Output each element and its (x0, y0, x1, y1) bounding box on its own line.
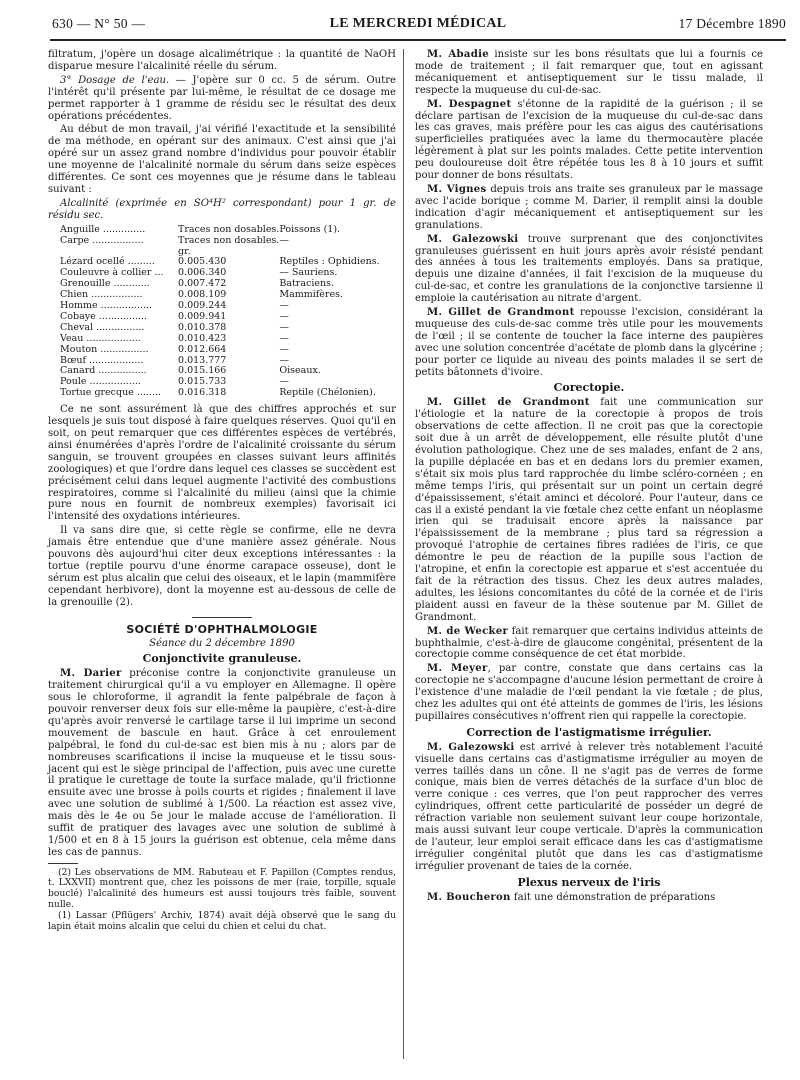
alkalinity-value: 0.007.472 (178, 278, 227, 290)
paragraph-text: préconise contre la conjonctivite granuleuse un traitement chirurgical qu'il a vu employer en Allemagne. Il opère sous le chloroforme, il agrandit la fente palpébrale de façon à pouvoir renverser deux fois sur elle-même la paupière, c'est-à-dire qu'après avoir renversé le cartilage tarse il lui imprime un second mouvement de bascule en haut. Grâce à cet enroulement palpébral, le fond du cul-de-sac est bien mis à nu ; alors par de nombreuses scarifications il incise la muqueuse et le tissu sous-jacent qui est le siège principal de l'affection, puis avec une curette il pratique le curettage de toute la surface malade, qu'il frictionne ensuite avec une brosse à poils courts et rigides ; finalement il lave avec une solution de sublimé à 1/500. La réaction est assez vive, mais dès le 4e ou 5e jour le malade accuse de l'amélioration. Il suffit de pratiquer des lavages avec une solution de sublimé à 1/500 et en 8 à 15 jours la guérison est obtenue, cela même dans les cas de pannus. (48, 668, 396, 858)
paragraph: Il va sans dire que, si cette règle se confirme, elle ne devra jamais être entendue que d'une manière assez générale. Nous pouvons dès aujourd'hui citer deux exceptions intéressantes : la tortue (reptile pourvu d'une énorme carapace osseuse), dont le sérum est plus alcalin que celui des oiseaux, et le lapin (mammifère cependant herbivore), dont la moyenne est au-dessous de celle de la grenouille (2). (48, 525, 396, 608)
animal-name: Carpe ................. (60, 234, 144, 246)
animal-name: Bœuf .................. (60, 354, 144, 366)
table-row (60, 236, 380, 247)
alkalinity-value: Traces non dosables. (178, 223, 280, 235)
class-note: — (279, 332, 289, 344)
paragraph-text: — J'opère sur 0 cc. 5 de sérum. Outre l'intérêt qu'il présente par lui-même, le résultat de ce dosage me permet rapporter à 1 gramme de résidu sec le résultat des deux opérations précédentes. (48, 74, 396, 122)
footnote-divider (48, 863, 78, 864)
paragraph (48, 75, 396, 123)
paragraph (415, 99, 763, 182)
class-note: — (279, 321, 289, 333)
subsection-heading: Correction de l'astigmatisme irrégulier. (466, 725, 712, 739)
paragraph (415, 184, 763, 232)
paragraph (415, 892, 763, 904)
speaker-name: M. Boucheron (427, 891, 511, 903)
class-note: Batraciens. (279, 278, 335, 290)
alkalinity-value: 0.009.941 (178, 310, 227, 322)
paragraph-text: insiste sur les bons résultats que lui a fournis ce mode de traitement ; il fait remarquer que, tout en agissant mécaniquement et antiseptiquement sur le tissu malade, il respecte la muqueuse du cul-de-sac. (415, 49, 763, 96)
right-column (415, 49, 763, 906)
class-note: — (279, 300, 289, 312)
paragraph-text: fait une communication sur l'étiologie et la nature de la corectopie à propos de trois observations de cette affection. Il ne croit pas que la corectopie soit due à un arrêt de développement, elle résulte plutôt d'une évolution pathologique. Chez une de ses malades, enfant de 2 ans, la pupille déplacée en bas et en dedans lors du premier examen, s'était six mois plus tard rapprochée du limbe scléro-cornéen ; en même temps l'iris, qui présentait sur un point un certain degré d'épaississement, s'était aminci et décoloré. Pour l'auteur, dans ce cas il a existé pendant la vie fœtale chez cette enfant un néoplasme irien qui se traduisait encore après la naissance par l'épaississement de la membrane ; plus tard sa régression a provoqué l'atrophie de certaines fibres radiées de l'iris, ce que démontre le peu de réaction de la pupille sous l'action de l'atropine, et enfin la corectopie est apparue et s'est accentuée du fait de la rétraction des tissus. Chez les deux autres malades, adultes, les lésions concomitantes du côté de la cornée et de l'iris plaident aussi en faveur de la thèse soutenue par M. Gillet de Grandmont. (415, 397, 763, 623)
animal-name: Cobaye ................ (60, 310, 148, 322)
animal-name: Couleuvre à collier ... (60, 267, 164, 279)
footnote: (2) Les observations de MM. Rabuteau et F. Papillon (Comptes rendus, t. LXXVII) montrent que, chez les poissons de mer (raie, torpille, squale bouclé) l'alcalinité des humeurs est aussi toujours très faible, souvent nulle. (48, 866, 396, 910)
animal-name: Mouton ................ (60, 343, 149, 355)
animal-name: Poule ................. (60, 376, 141, 388)
speaker-name: M. de Wecker (427, 625, 509, 637)
class-note: — (279, 234, 289, 246)
paragraph-text: repousse l'excision, considérant la muqueuse des culs-de-sac comme très utile pour les mouvements de l'œil ; il se contente de toucher la face interne des paupières avec une solution concentrée d'acétate de plomb dans la glycérine ; pour porter ce liquide au niveau des points malades il se sert de petits bâtonnets d'ivoire. (415, 307, 764, 378)
page-number: 630 — N° 50 — (52, 16, 146, 31)
subsection-heading: Plexus nerveux de l'iris (517, 875, 661, 889)
speaker-name: M. Abadie (427, 49, 489, 60)
paragraph (48, 668, 396, 859)
paragraph (415, 626, 763, 662)
section-divider (192, 617, 252, 618)
speaker-name: M. Gillet de Grandmont (427, 397, 590, 409)
table-row (60, 345, 380, 356)
table-caption: Alcalinité (exprimée en SO⁴H² correspondant) pour 1 gr. de résidu sec. (48, 197, 396, 221)
animal-name: Anguille .............. (60, 223, 146, 235)
speaker-name: M. Meyer (427, 663, 488, 675)
paragraph (415, 397, 763, 623)
animal-name: Veau .................. (60, 332, 141, 344)
speaker-name: M. Darier (60, 668, 122, 680)
class-note: Poissons (1). (279, 223, 341, 235)
class-note: Oiseaux. (279, 365, 321, 377)
alkalinity-table (60, 225, 380, 400)
speaker-name: M. Galezowski (427, 741, 515, 753)
class-note: — (279, 310, 289, 322)
class-note: — (279, 343, 289, 355)
alkalinity-value: 0.016.318 (178, 387, 227, 399)
class-note: — (279, 376, 289, 388)
alkalinity-value: 0.005.430 (178, 256, 227, 268)
paragraph (415, 663, 763, 723)
footnote: (1) Lassar (Pflügers' Archiv, 1874) avait déjà observé que le sang du lapin était moins alcalin que celui du chien et celui du chat. (48, 910, 396, 932)
left-column (48, 49, 396, 933)
subject-heading: Conjonctivite granuleuse. (142, 652, 302, 666)
paragraph (415, 742, 763, 873)
session-date: Séance du 2 décembre 1890 (149, 637, 295, 649)
animal-name: Cheval ................ (60, 321, 145, 333)
alkalinity-value: 0.008.109 (178, 289, 227, 301)
table-row (60, 225, 380, 236)
class-note: — Sauriens. (279, 267, 338, 279)
dosage-lead: 3° Dosage de l'eau. (60, 74, 170, 86)
paragraph (415, 234, 763, 305)
paragraph: Ce ne sont assurément là que des chiffres approchés et sur lesquels je suis tout disposé à faire quelques réserves. Quoi qu'il en soit, on peut remarquer que ces différentes espèces de vertébrés, ainsi énumérées d'après l'ordre de l'alcalinité croissante du sérum sanguin, se trouvent groupées en classes suivant leurs affinités zoologiques) et que l'ordre dans lequel ces classes se succèdent est précisément celui dans lequel augmente l'activité des combustions respiratoires, comme si l'alcalinité du milieu (ainsi que la chimie pure nous en fournit de nombreux exemples) favorisait ici l'intensité des oxydations intérieures. (48, 404, 396, 523)
alkalinity-value: 0.009.244 (178, 300, 227, 312)
animal-name: Lézard ocellé ......... (60, 256, 155, 268)
alkalinity-value: 0.015.733 (178, 376, 227, 388)
journal-title: LE MERCREDI MÉDICAL (329, 16, 507, 31)
paragraph (415, 307, 763, 378)
column-rule (403, 49, 404, 1059)
speaker-name: M. Galezowski (427, 233, 519, 245)
paragraph: filtratum, j'opère un dosage alcalimétrique : la quantité de NaOH disparue mesure l'alcalinité réelle du sérum. (48, 49, 396, 72)
paragraph (415, 49, 763, 97)
animal-name: Grenouille ............ (60, 278, 150, 290)
alkalinity-value: 0.010.378 (178, 321, 227, 333)
society-heading: SOCIÉTÉ D'OPHTHALMOLOGIE (126, 622, 318, 636)
alkalinity-value: 0.012.664 (178, 343, 227, 355)
paragraph: Au début de mon travail, j'ai vérifié l'exactitude et la sensibilité de ma méthode, en opérant sur des animaux. C'est ainsi que j'ai opéré sur un assez grand nombre d'individus pour pouvoir établir une moyenne de l'alcalinité normale du sérum dans seize espèces différentes. Ce sont ces moyennes que je résume dans le tableau suivant : (48, 124, 396, 195)
issue-date: 17 Décembre 1890 (678, 16, 786, 31)
table-row (60, 388, 380, 399)
alkalinity-value: gr. (178, 245, 191, 257)
class-note: — (279, 354, 289, 366)
speaker-name: M. Despagnet (427, 98, 512, 110)
animal-name: Homme ................. (60, 300, 152, 312)
paragraph-text: est arrivé à relever très notablement l'acuité visuelle dans certains cas d'astigmatisme irrégulier au moyen de verres taillés dans un cône. Il ne s'agit pas de verres de forme conique, mais bien de verres détachés de la surface d'un bloc de verre conique : ces verres, que l'on peut rapprocher des verres cylindriques, offrent cette particularité de posséder un degré de réfraction variable non seulement suivant leur coupe horizontale, mais aussi suivant leur coupe verticale. D'après la communication de l'auteur, leur emploi serait efficace dans les cas d'astigmatisme irrégulier congénital plutôt que dans les cas d'astigmatisme irrégulier provenant de taies de la cornée. (415, 741, 763, 872)
paragraph-text: s'étonne de la rapidité de la guérison ; il se déclare partisan de l'excision de la muqueuse du cul-de-sac dans les cas graves, mais préfère pour les cas aigus des cautérisations superficielles pratiquées avec la lame du thermocautère placée légèrement à plat sur les points malades. Cette petite intervention peu douloureuse doit être répétée tous les 8 à 10 jours et suffit pour donner de bons résultats. (415, 98, 763, 182)
paragraph-text: fait une démonstration de préparations (510, 891, 716, 903)
alkalinity-value: 0.013.777 (178, 354, 227, 366)
alkalinity-value: 0.006.340 (178, 267, 227, 279)
alkalinity-value: Traces non dosables. (178, 234, 280, 246)
animal-name: Canard ................ (60, 365, 147, 377)
paragraph-text: trouve surprenant que des conjonctivites granuleuses guérissent en huit jours après avoir résisté pendant des années à tous les traitements employés. Dans sa pratique, depuis une dizaine d'années, il fait l'excision de la muqueuse du cul-de-sac, et contre les granulations de la conjonctive tarsienne il emploie la cautérisation au nitrate d'argent. (415, 233, 763, 305)
alkalinity-value: 0.010.423 (178, 332, 227, 344)
speaker-name: M. Vignes (427, 183, 487, 195)
alkalinity-value: 0.015.166 (178, 365, 227, 377)
speaker-name: M. Gillet de Grandmont (427, 307, 575, 319)
paragraph-text: , par contre, constate que dans certains cas la corectopie ne s'accompagne d'aucune lésion permettant de croire à l'existence d'une maladie de l'œil pendant la vie fœtale ; de plus, chez les adultes qui ont été atteints de gommes de l'iris, les lésions pupillaires consécutives n'offrent rien qui rappelle la corectopie. (415, 663, 763, 722)
paragraph-text: depuis trois ans traite ses granuleux par le massage avec l'acide borique ; comme M. Darier, il remplit ainsi la double indication d'agir mécaniquement et antiseptiquement sur les granulations. (415, 183, 763, 231)
animal-name: Tortue grecque ........ (60, 387, 162, 399)
paragraph-text: fait remarquer que certains individus atteints de buphthalmie, c'est-à-dire de glaucome congénital, présentent de la corectopie comme conséquence de cet état morbide. (415, 625, 764, 661)
page-header (50, 13, 786, 41)
subsection-heading: Corectopie. (553, 381, 625, 395)
class-note: Reptiles : Ophidiens. (279, 256, 380, 268)
animal-name: Chien ................. (60, 289, 143, 301)
class-note: Reptile (Chélonien). (279, 387, 376, 399)
class-note: Mammifères. (279, 289, 343, 301)
